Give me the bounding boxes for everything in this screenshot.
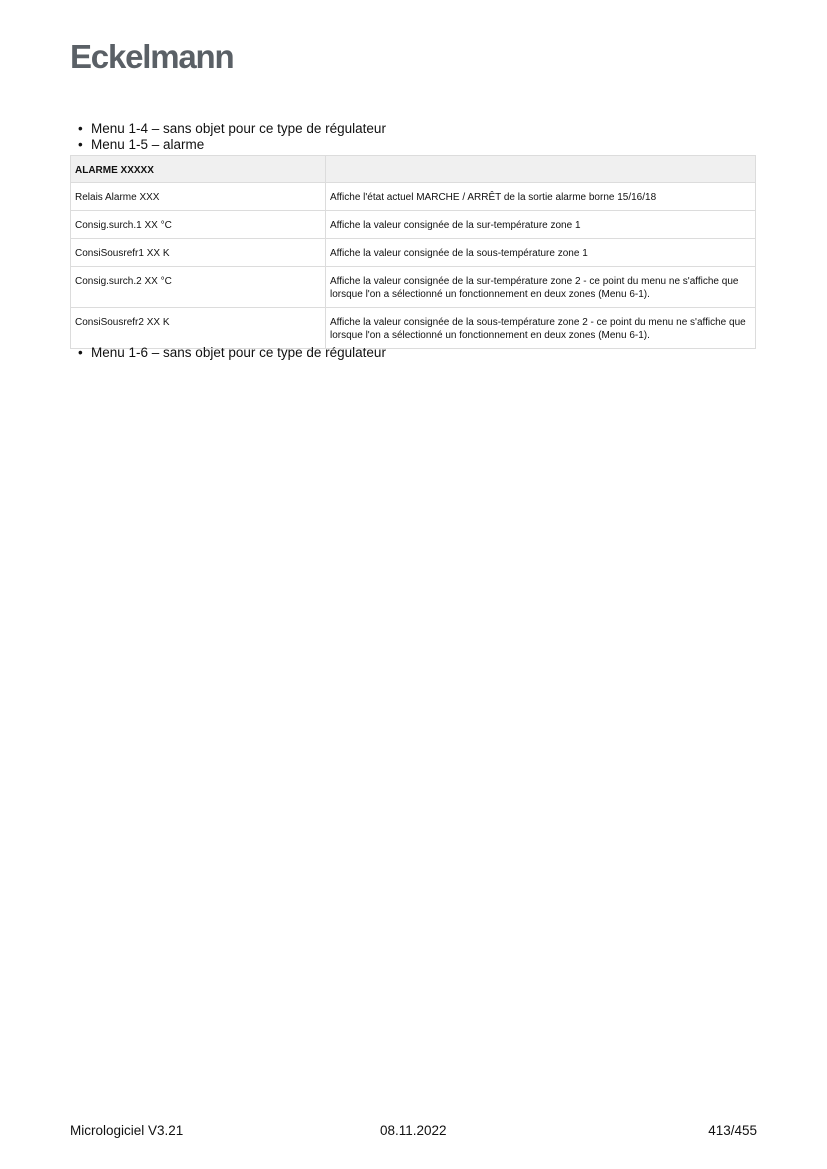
bullet-list-bottom [78,345,386,361]
table-cell-parameter: ConsiSousrefr1 XX K [71,239,326,267]
table-row [71,267,756,308]
table-header-row [71,156,756,183]
bullet-list-top [78,121,386,153]
alarm-menu-table [70,155,756,349]
table-cell-description: Affiche la valeur consignée de la sur-température zone 2 - ce point du menu ne s'affiche que lorsque l'on a sélectionné un fonctionnement en deux zones (Menu 6-1). [326,267,756,308]
table-header-cell: ALARME XXXXX [71,156,326,183]
table-cell-description: Affiche la valeur consignée de la sur-température zone 1 [326,211,756,239]
table-cell-parameter: ConsiSousrefr2 XX K [71,308,326,349]
table-header-cell [326,156,756,183]
list-item: • Menu 1-4 – sans objet pour ce type de régulateur [78,121,386,137]
table-cell-description: Affiche la valeur consignée de la sous-température zone 1 [326,239,756,267]
list-item: • Menu 1-5 – alarme [78,137,386,153]
table-row [71,211,756,239]
footer-date: 08.11.2022 [380,1123,447,1138]
eckelmann-logo: Eckelmann [70,38,234,75]
table-cell-description: Affiche l'état actuel MARCHE / ARRÊT de la sortie alarme borne 15/16/18 [326,183,756,211]
table-cell-parameter: Relais Alarme XXX [71,183,326,211]
list-item: • Menu 1-6 – sans objet pour ce type de régulateur [78,345,386,361]
table-row [71,239,756,267]
table-row [71,183,756,211]
table-cell-parameter: Consig.surch.1 XX °C [71,211,326,239]
table-cell-parameter: Consig.surch.2 XX °C [71,267,326,308]
table-row [71,308,756,349]
footer-firmware-version: Micrologiciel V3.21 [70,1123,184,1138]
footer-page-number: 413/455 [708,1123,757,1138]
table-cell-description: Affiche la valeur consignée de la sous-température zone 2 - ce point du menu ne s'affiche que lorsque l'on a sélectionné un fonctionnement en deux zones (Menu 6-1). [326,308,756,349]
